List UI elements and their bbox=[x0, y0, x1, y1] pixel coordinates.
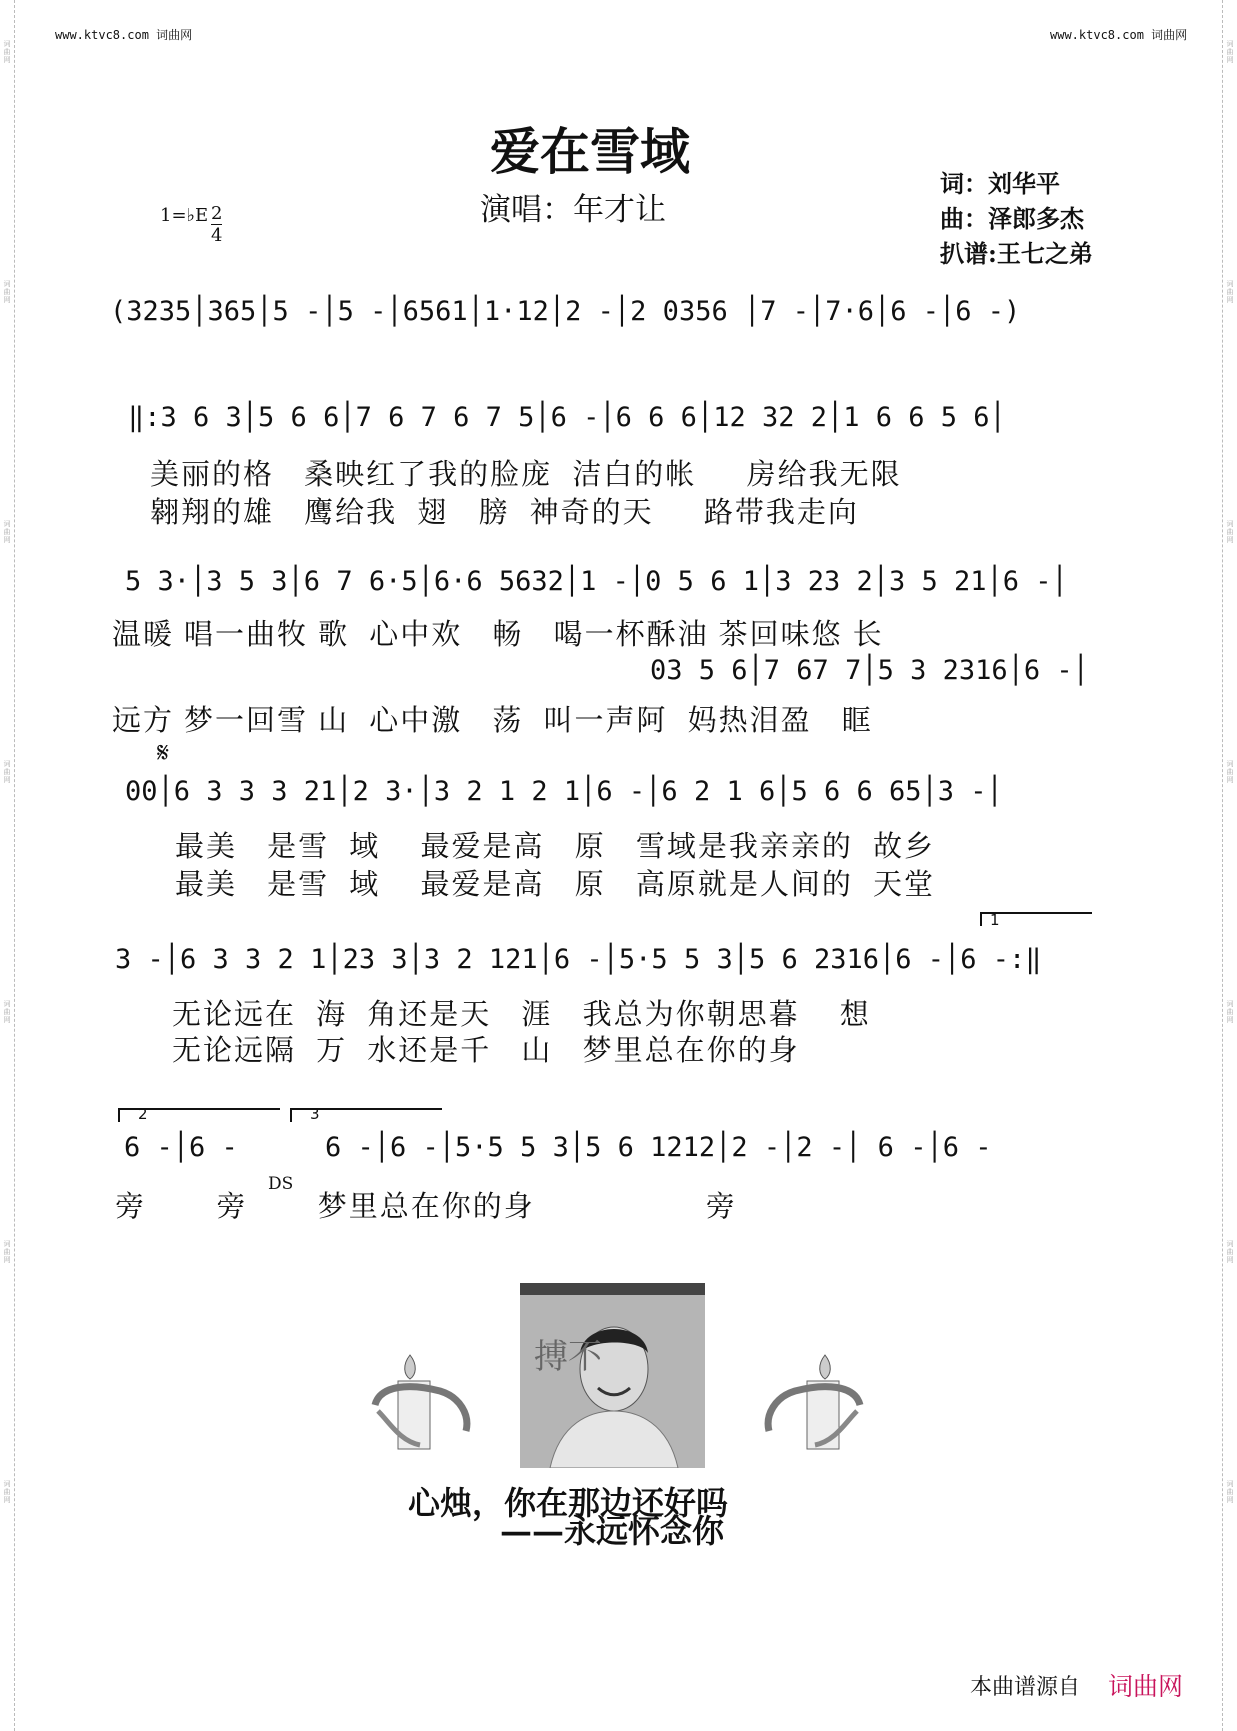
side-watermark: 词曲网 bbox=[3, 520, 11, 544]
time-signature bbox=[211, 203, 222, 246]
side-watermark: 词曲网 bbox=[1226, 1480, 1234, 1504]
score-line-6b: 6 -│6 -│5·5 5 3│5 6 1212│2 -│2 -│ 6 -│6 - bbox=[325, 1132, 992, 1163]
lyric-line-4b: 最美 是雪 域 最爱是高 原 高原就是人间的 天堂 bbox=[175, 869, 935, 901]
time-signature-top: 2 bbox=[211, 203, 223, 224]
side-watermark: 词曲网 bbox=[1226, 520, 1234, 544]
lyric-line-3a: 温暖 唱一曲牧 歌 心中欢 畅 喝一杯酥油 茶回味悠 长 bbox=[112, 619, 884, 651]
side-watermark: 词曲网 bbox=[1226, 1240, 1234, 1264]
volta-3-number: 3 bbox=[310, 1105, 320, 1123]
lyric-line-6: 旁 旁 梦里总在你的身 旁 bbox=[115, 1191, 737, 1223]
volta-3-bracket bbox=[290, 1105, 442, 1123]
right-watermark-strip bbox=[1222, 0, 1237, 1731]
singer-credit: 演唱：年才让 bbox=[480, 192, 666, 228]
score-line-6a: 6 -│6 - bbox=[124, 1132, 238, 1163]
composer-credit: 曲：泽郎多杰 bbox=[940, 204, 1084, 233]
song-title: 爱在雪域 bbox=[490, 122, 690, 181]
lyric-line-4a: 最美 是雪 域 最爱是高 原 雪域是我亲亲的 故乡 bbox=[175, 831, 935, 863]
dal-segno-mark: DS bbox=[268, 1174, 294, 1194]
site-link-left[interactable]: www.ktvc8.com 词曲网 bbox=[55, 28, 193, 42]
lyric-line-5a: 无论远在 海 角还是天 涯 我总为你朝思暮 想 bbox=[172, 999, 871, 1031]
side-watermark: 词曲网 bbox=[1226, 760, 1234, 784]
side-watermark: 词曲网 bbox=[3, 760, 11, 784]
side-watermark: 词曲网 bbox=[1226, 280, 1234, 304]
time-signature-bottom: 4 bbox=[211, 225, 223, 246]
side-watermark: 词曲网 bbox=[1226, 40, 1234, 64]
source-site-link[interactable]: 词曲网 bbox=[1108, 1673, 1184, 1701]
lyric-line-5b: 无论远隔 万 水还是千 山 梦里总在你的身 bbox=[172, 1035, 800, 1067]
score-line-1: (3235│365│5 -│5 -│6561│1·12│2 -│2 0356 │7 -│7·6│6 -│6 -) bbox=[110, 296, 1021, 327]
score-line-3b: 03 5 6│7 67 7│5 3 2316│6 -│ bbox=[650, 655, 1089, 686]
memorial-line-2: ——永远怀念你 bbox=[500, 1512, 725, 1550]
side-watermark: 词曲网 bbox=[3, 280, 11, 304]
photo-sign-text: 搏不 bbox=[534, 1337, 602, 1377]
lyric-line-2a: 美丽的格 桑映红了我的脸庞 洁白的帐 房给我无限 bbox=[150, 459, 902, 491]
source-label: 本曲谱源自 bbox=[970, 1674, 1081, 1699]
volta-2-bracket bbox=[118, 1105, 280, 1123]
volta-2-number: 2 bbox=[138, 1105, 148, 1123]
memorial-photo bbox=[520, 1283, 705, 1468]
side-watermark: 词曲网 bbox=[3, 1000, 11, 1024]
site-link-right[interactable]: www.ktvc8.com 词曲网 bbox=[1050, 28, 1188, 42]
volta-1-number: 1 bbox=[990, 911, 1000, 929]
side-watermark: 词曲网 bbox=[1226, 1000, 1234, 1024]
key-signature: 1=♭E bbox=[160, 205, 209, 226]
lyric-line-2b: 翱翔的雄 鹰给我 翅 膀 神奇的天 路带我走向 bbox=[150, 497, 859, 529]
score-line-5: 3 -│6 3 3 2 1│23 3│3 2 121│6 -│5·5 5 3│5 6 2316│6 -│6 -:‖ bbox=[115, 944, 1042, 975]
score-line-2: ‖:3 6 3│5 6 6│7 6 7 6 7 5│6 -│6 6 6│12 32 2│1 6 6 5 6│ bbox=[128, 402, 1006, 433]
transcriber-credit: 扒谱:王七之弟 bbox=[940, 239, 1093, 268]
lyricist-credit: 词：刘华平 bbox=[940, 169, 1060, 198]
score-line-4: 00│6 3 3 3 21│2 3·│3 2 1 2 1│6 -│6 2 1 6│5 6 6 65│3 -│ bbox=[125, 776, 1003, 807]
side-watermark: 词曲网 bbox=[3, 40, 11, 64]
score-line-3: 5 3·│3 5 3│6 7 6·5│6·6 5632│1 -│0 5 6 1│3 23 2│3 5 21│6 -│ bbox=[125, 566, 1068, 597]
side-watermark: 词曲网 bbox=[3, 1480, 11, 1504]
left-watermark-strip bbox=[0, 0, 15, 1731]
segno-sign: 𝄋 bbox=[157, 736, 170, 769]
candle-left-icon bbox=[370, 1345, 480, 1459]
memorial-line-1: 心烛，你在那边还好吗 bbox=[408, 1484, 729, 1522]
side-watermark: 词曲网 bbox=[3, 1240, 11, 1264]
lyric-line-3b: 远方 梦一回雪 山 心中激 荡 叫一声阿 妈热泪盈 眶 bbox=[112, 705, 873, 737]
volta-1-bracket bbox=[980, 911, 1092, 929]
candle-right-icon bbox=[755, 1345, 865, 1459]
